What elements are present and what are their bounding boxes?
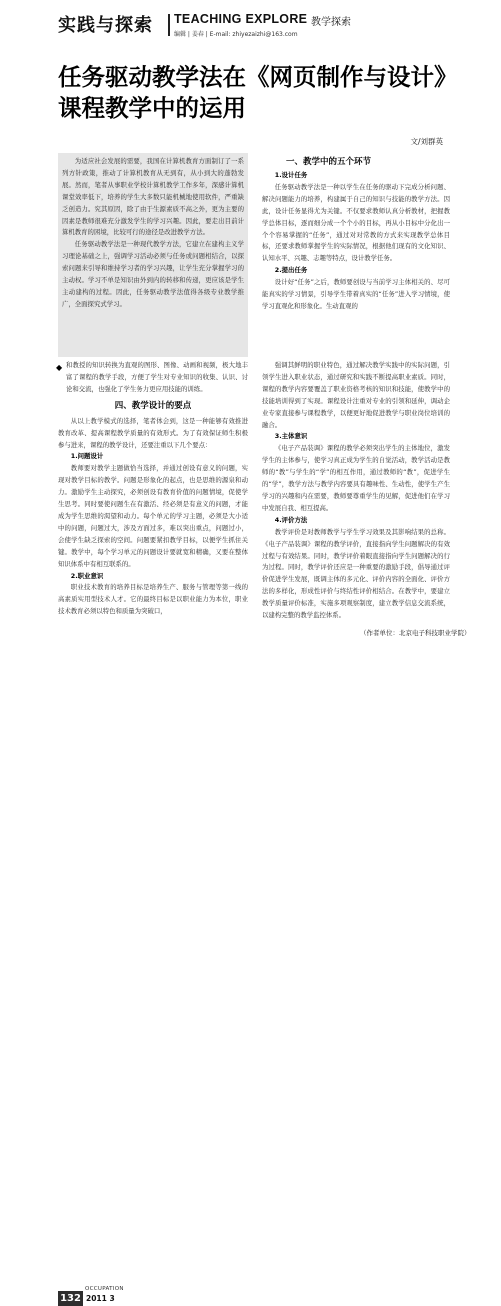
body-paragraph: 教学评价是对教师教学与学生学习效果及其影响结果的总称。《电子产品装调》课程的教学评价，直接指向学生问题解决的有效过程与有效结果。同时，教学评价着眼直接指向学生问题解决的行为过程。同时，教学评价还应是一种重要的激励手段，倡导通过评价促进学生发展，既调主体的多元化、评价内容的全面化、评价方法的多样化，形成性评价与终结性评价相结合。在教学中，要建立教学质量评价标准，实施多项观察制度，建立教学信息交流系统，以建构完整的教学监控体系。 [262, 527, 450, 620]
author-affiliation: （作者单位：北京电子科技职业学院） [360, 629, 471, 637]
abstract-paragraph: 为适应社会发展的需要，我国在计算机教育方面制订了一系列方针政策，推动了计算机教育从无到有，从小到大的蓬勃发展。然而，笔者从事职业学校计算机教学工作多年，深感计算机课堂效率低下，培养的学生大多数只能机械地使用软件，严重缺乏创造力。究其原因，除了由于生源素质不高之外，更为主要的因素是教师很难充分激发学生的学习兴趣。因此，要走出目前计算机教育的困境，比较可行的途径是改进教学方法。 [62, 157, 244, 237]
column-bottom-left [58, 360, 248, 618]
body-paragraph: 设计好“任务”之后，教师要创设与当前学习主体相关的、尽可能真实的学习情景，引导学生带着真实的“任务”进入学习情境，使学习直观化和形象化。生动直观的 [262, 278, 450, 310]
section-2-heading: 四、教学设计的要点 [114, 400, 192, 411]
body-paragraph: 强调其鲜明的职业特色，通过解决教学实践中的实际问题，引领学生进入职业状态，通过研究和实践不断提高职业素质。同时，课程的教学内容要覆盖了职业资格考核的知识和技能，使教学中的技能培训得到了实现。课程设计注重对专业的引领和延伸，调动企业专家直接参与课程教学，以便更好地促进教学与职业岗位培训的融合。 [262, 361, 450, 429]
footer-magazine-name: OCCUPATION [85, 1286, 124, 1292]
subsection-title: 2.职业意识 [70, 571, 104, 580]
section-marker-icon: ◆ [56, 363, 63, 372]
page-header [0, 0, 501, 44]
magazine-brand: 实践与探索 [58, 15, 153, 36]
issue-number: 2011 3 [86, 1294, 115, 1303]
article-title-line-1: 任务驱动教学法在《网页制作与设计》 [58, 63, 458, 91]
page-number: 132 [58, 1291, 83, 1306]
article-title [58, 62, 458, 124]
body-paragraph: 职业技术教育的培养目标是培养生产、服务与管理等第一线的高素质实用型技术人才。它的最终目标是以职业能力为本位，职业技术教育必须以特色和质量为突破口， [58, 583, 248, 616]
subsection-title: 3.主体意识 [274, 432, 308, 441]
column-bottom-right [262, 360, 450, 622]
body-paragraph: 从以上教学模式的选择，笔者体会到，这是一种能够有效推进教育改革、提高课程教学质量的有效形式。为了有效保证师生积极参与进来，课程的教学设计，还要注重以下几个要点： [58, 416, 248, 449]
body-paragraph: 《电子产品装调》课程的教学必须突出学生的主体地位，激发学生的主体参与，使学习真正成为学生的自觉活动，教学活动是教师的“教”与学生的“学”的相互作用，通过教师的“教”，促进学生的“学”，教学方法与教学内容要具有趣味性、生动性，使学生产生学习的兴趣和内在需要，教师要尊重学生的见解，促进他们在学习中发展自我、相互提高。 [262, 444, 450, 512]
body-paragraph: 和教授的知识转换为直观的图形、图像、动画和视频，极大地丰富了课程的教学手段，方便了学生对专业知识的收集、认识、讨论和交流，也强化了学生务力更应用技能的训练。 [66, 361, 248, 393]
body-paragraph: 教师要对教学主题做恰当选择，并通过创设有意义的问题，实现对教学目标的教学。问题是形象化的起点，也是思维的源泉和动力。激励学生主动探究，必须创设有教育价值的问题情境，促使学生思考。同时要使问题生在有激活、经必须是有意义的问题，才能成为学生思维的渴望和动力。每个单元的学习主题，必须是大小适中的问题，问题过大，涉及方面过多，难以突出重点，问题过小，会使学生缺乏探索的空间。问题要紧扣教学目标，以便学生抓住关键。教学中，每个学习单元的问题设计要就宽和精确，又要在整体知识体系中有相互联系的。 [58, 464, 248, 568]
page-footer [0, 640, 501, 1304]
abstract-column [62, 156, 244, 311]
subsection-title: 4.评价方法 [274, 515, 308, 524]
editor-info: 编辑 | 姜春 | E-mail: zhiyezaizhi@163.com [174, 31, 298, 38]
section-label: 教学探索 [311, 17, 351, 28]
column-top-right [262, 170, 450, 313]
section-1-heading: 一、教学中的五个环节 [286, 157, 372, 167]
subsection-title: 1.设计任务 [274, 171, 308, 179]
article-author: 文/刘群英 [410, 137, 443, 146]
article-title-line-2: 课程教学中的运用 [58, 94, 246, 122]
header-divider [168, 14, 170, 36]
body-paragraph: 任务驱动教学法是一种以学生在任务的驱动下完成分析问题、解决问题能力的培养，构建属于自己的知识与技能的教学方法。因此，设计任务显得尤为关键。不仅要求教师认真分析教材，把握教学总体目标，逐而细分成一个个小的目标，再从小目标中分化出一个个容易掌握的“任务”，通过对对常教的方式来实现教学总体目标，还要求教师掌握学生的实际情况，根据他们现有的文化知识、认知水平、兴趣、志趣等特点，设计教学任务。 [262, 182, 450, 263]
subsection-title: 1.问题设计 [70, 452, 104, 461]
abstract-paragraph: 任务驱动教学法是一种现代教学方法，它建立在建构主义学习理论基础之上，强调学习活动必须与任务或问题相结合，以探索问题来引导和维持学习者的学习兴趣，让学生充分掌握学习的主动权。学习不单是知识由外到内的转移和传递，更应该是学生主动建构的过程。因此，任务驱动教学法值得各级专业教学推广，全面探究式学习。 [62, 240, 244, 308]
magazine-brand-en: TEACHING EXPLORE [174, 12, 308, 26]
subsection-title: 2.提出任务 [274, 266, 308, 275]
